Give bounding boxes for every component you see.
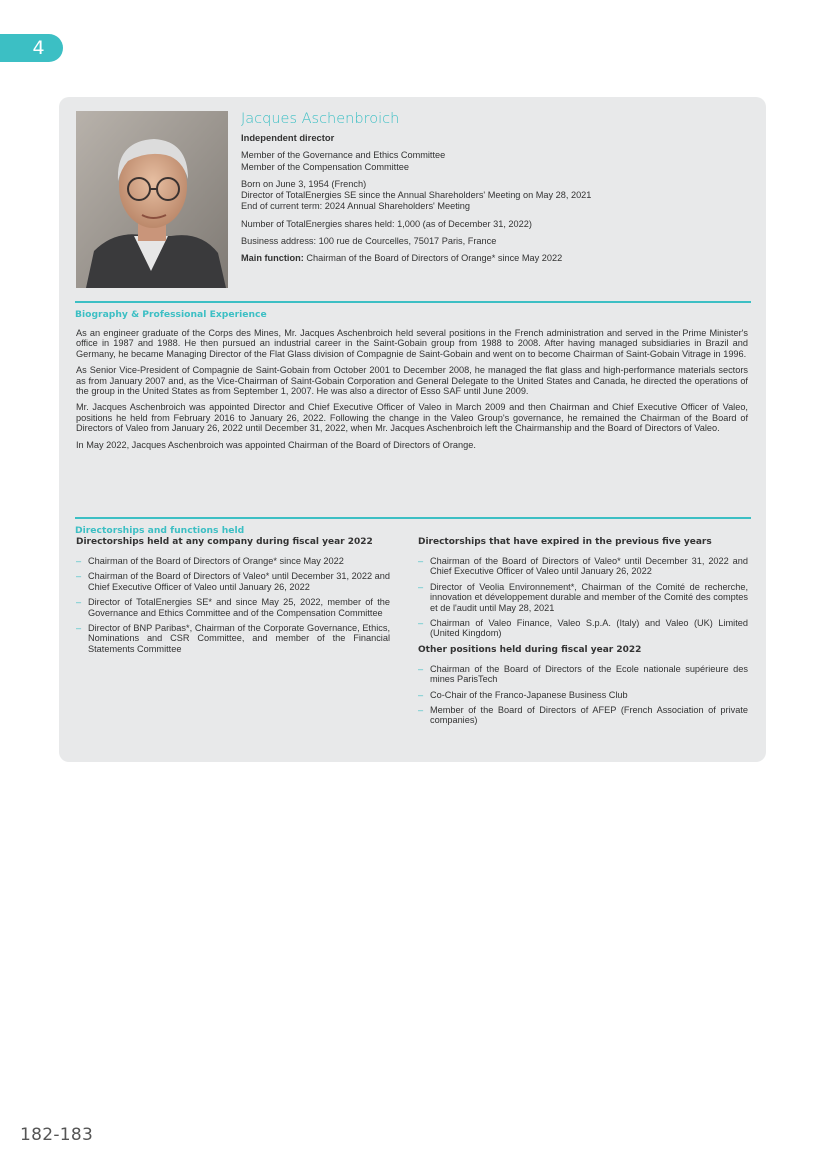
list-item: – Chairman of the Board of Directors of the Ecole nationale supérieure des mines ParisTech <box>418 664 748 685</box>
list-item: – Director of BNP Paribas*, Chairman of the Corporate Governance, Ethics, Nominations and CSR Committee, and member of the Financial Statements Committee <box>76 623 390 654</box>
term-end: End of current term: 2024 Annual Shareholders' Meeting <box>241 201 471 212</box>
expired-directorships-title: Directorships that have expired in the previous five years <box>418 537 712 547</box>
current-directorships-list <box>76 556 390 654</box>
biography-paragraph: As an engineer graduate of the Corps des Mines, Mr. Jacques Aschenbroich held several positions in the French administration and served in the Prime Minister's office in 1987 and 1988. He then pursued an industrial career in the Saint-Gobain group from 1988 to 2008. After having managed subsidiaries in Brazil and Germany, he became Managing Director of the Flat Glass division of Compagnie de Saint-Gobain and went on to become Chairman of Saint-Gobain Vitrage in 1996. <box>76 328 748 359</box>
director-since: Director of TotalEnergies SE since the Annual Shareholders' Meeting on May 28, 2021 <box>241 190 592 201</box>
director-portrait-photo <box>76 111 228 288</box>
main-function-value: Chairman of the Board of Directors of Orange* since May 2022 <box>306 253 563 264</box>
business-address: Business address: 100 rue de Courcelles, 75017 Paris, France <box>241 236 497 247</box>
biography-heading: Biography & Professional Experience <box>75 301 751 320</box>
shares-held: Number of TotalEnergies shares held: 1,000 (as of December 31, 2022) <box>241 218 532 229</box>
expired-and-other-positions <box>418 537 748 731</box>
current-directorships <box>76 537 390 659</box>
list-item: – Chairman of Valeo Finance, Valeo S.p.A. (Italy) and Valeo (UK) Limited (United Kingdom) <box>418 618 748 639</box>
page-number-footer: 182-183 <box>20 1125 94 1145</box>
list-item: – Director of Veolia Environnement*, Chairman of the Comité de recherche, innovation et développement durable and member of the Comité des comptes et de l'audit until May 28, 2021 <box>418 582 748 613</box>
list-item: – Director of TotalEnergies SE* and since May 25, 2022, member of the Governance and Ethics Committee and of the Compensation Committee <box>76 597 390 618</box>
director-role: Independent director <box>241 132 335 143</box>
list-item: – Chairman of the Board of Directors of Orange* since May 2022 <box>76 556 390 566</box>
list-item: – Chairman of the Board of Directors of Valeo* until December 31, 2022 and Chief Executive Officer of Valeo until January 26, 2022 <box>418 556 748 577</box>
biography-text <box>76 328 748 456</box>
birth-info: Born on June 3, 1954 (French) <box>241 178 367 189</box>
director-name: Jacques Aschenbroich <box>241 111 400 127</box>
committee-membership: Member of the Compensation Committee <box>241 161 409 172</box>
director-profile-details <box>241 111 751 265</box>
director-profile-card <box>59 97 766 762</box>
list-item: – Member of the Board of Directors of AFEP (French Association of private companies) <box>418 705 748 726</box>
expired-directorships-list <box>418 556 748 639</box>
page-section-tab: 4 <box>0 34 63 62</box>
main-function-label: Main function: <box>241 253 304 264</box>
biography-paragraph: Mr. Jacques Aschenbroich was appointed Director and Chief Executive Officer of Valeo in March 2009 and then Chairman and Chief Executive Officer of Valeo, positions he held from February 2016 to January 26, 2022. Following the change in the Valeo Group's governance, he remained the Chairman of the Board of Directors of Valeo from January 26, 2022 until December 31, 2022, when Mr. Jacques Aschenbroich left the Chairmanship and the Board of Directors of Valeo. <box>76 402 748 434</box>
current-directorships-title: Directorships held at any company during fiscal year 2022 <box>76 537 373 547</box>
portrait-illustration <box>76 111 228 288</box>
directorships-heading: Directorships and functions held <box>75 517 751 536</box>
list-item: – Co-Chair of the Franco-Japanese Business Club <box>418 690 748 700</box>
biography-paragraph: In May 2022, Jacques Aschenbroich was appointed Chairman of the Board of Directors of Orange. <box>76 439 476 450</box>
other-positions-title: Other positions held during fiscal year 2022 <box>418 644 642 655</box>
main-function <box>241 253 751 264</box>
list-item: – Chairman of the Board of Directors of Valeo* until December 31, 2022 and Chief Executive Officer of Valeo until January 26, 2022 <box>76 571 390 592</box>
other-positions-list <box>418 664 748 726</box>
biography-paragraph: As Senior Vice-President of Compagnie de Saint-Gobain from October 2001 to December 2008, he managed the flat glass and high-performance materials sectors as from January 2007 and, as the Vice-Chairman of Saint-Gobain Corporation and General Delegate to the United States and Canada, he directed the operations of the group in the United States as from September 1, 2007. He was also a director of Esso SAF until June 2009. <box>76 365 748 397</box>
committee-membership: Member of the Governance and Ethics Committee <box>241 150 446 161</box>
